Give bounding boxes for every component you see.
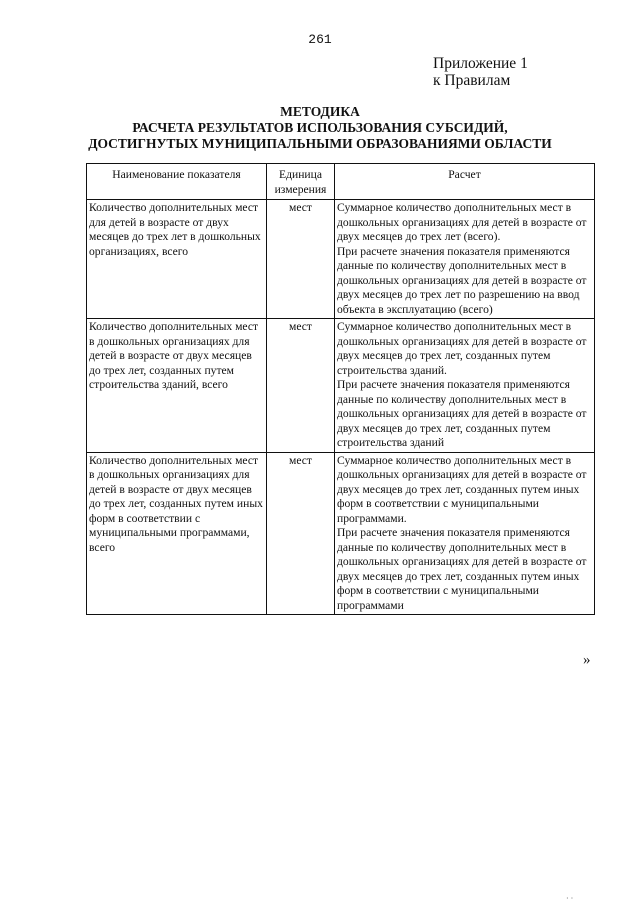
calc-paragraph: При расчете значения показателя применяются данные по количеству дополнительных мест в дошкольных организациях для детей в возрасте от двух месяцев до трех лет, созданных путем строительства зданий bbox=[337, 378, 587, 449]
table-header-row bbox=[87, 164, 595, 200]
calc-cell bbox=[335, 200, 595, 319]
calc-paragraph: Суммарное количество дополнительных мест в дошкольных организациях для детей в возрасте от двух месяцев до трех лет (всего). bbox=[337, 201, 587, 243]
calc-cell bbox=[335, 452, 595, 615]
title-line-2: РАСЧЕТА РЕЗУЛЬТАТОВ ИСПОЛЬЗОВАНИЯ СУБСИДИЙ, bbox=[132, 120, 508, 135]
appendix-reference bbox=[433, 55, 528, 89]
table-row bbox=[87, 200, 595, 319]
calc-cell bbox=[335, 319, 595, 453]
indicator-cell: Количество дополнительных мест в дошкольных организациях для детей в возрасте от двух месяцев до трех лет, созданных путем иных форм в соответствии с муниципальными программами, всего bbox=[87, 452, 267, 615]
unit-cell: мест bbox=[267, 200, 335, 319]
methodology-table bbox=[86, 163, 595, 615]
scan-mark-decoration: · · bbox=[566, 894, 574, 903]
unit-cell: мест bbox=[267, 452, 335, 615]
document-title bbox=[0, 104, 640, 152]
indicator-cell: Количество дополнительных мест в дошкольных организациях для детей в возрасте от двух месяцев до трех лет, созданных путем строительства зданий, всего bbox=[87, 319, 267, 453]
header-indicator: Наименование показателя bbox=[87, 164, 267, 200]
page-number: 261 bbox=[308, 32, 332, 47]
table-row bbox=[87, 319, 595, 453]
title-line-1: МЕТОДИКА bbox=[280, 104, 360, 119]
calc-paragraph: Суммарное количество дополнительных мест в дошкольных организациях для детей в возрасте от двух месяцев до трех лет, созданных путем иных форм в соответствии с муниципальными программами. bbox=[337, 453, 587, 525]
title-line-3: ДОСТИГНУТЫХ МУНИЦИПАЛЬНЫМИ ОБРАЗОВАНИЯМИ ОБЛАСТИ bbox=[88, 136, 552, 151]
appendix-line-1: Приложение 1 bbox=[433, 55, 528, 72]
calc-paragraph: При расчете значения показателя применяются данные по количеству дополнительных мест в дошкольных организациях для детей в возрасте от двух месяцев до трех лет по разрешению на ввод объекта в эксплуатацию (всего) bbox=[337, 244, 587, 316]
table-row bbox=[87, 452, 595, 615]
calc-paragraph: При расчете значения показателя применяются данные по количеству дополнительных мест в дошкольных организациях для детей в возрасте от двух месяцев до трех лет, созданных путем иных форм в соответствии с муниципальными программами bbox=[337, 526, 587, 612]
appendix-line-2: к Правилам bbox=[433, 72, 511, 89]
indicator-cell: Количество дополнительных мест для детей в возрасте от двух месяцев до трех лет в дошкольных организациях, всего bbox=[87, 200, 267, 319]
header-unit: Единица измерения bbox=[267, 164, 335, 200]
closing-quote: » bbox=[583, 652, 591, 668]
unit-cell: мест bbox=[267, 319, 335, 453]
calc-paragraph: Суммарное количество дополнительных мест в дошкольных организациях для детей в возрасте от двух месяцев до трех лет, созданных путем строительства зданий. bbox=[337, 320, 587, 377]
header-calc: Расчет bbox=[335, 164, 595, 200]
